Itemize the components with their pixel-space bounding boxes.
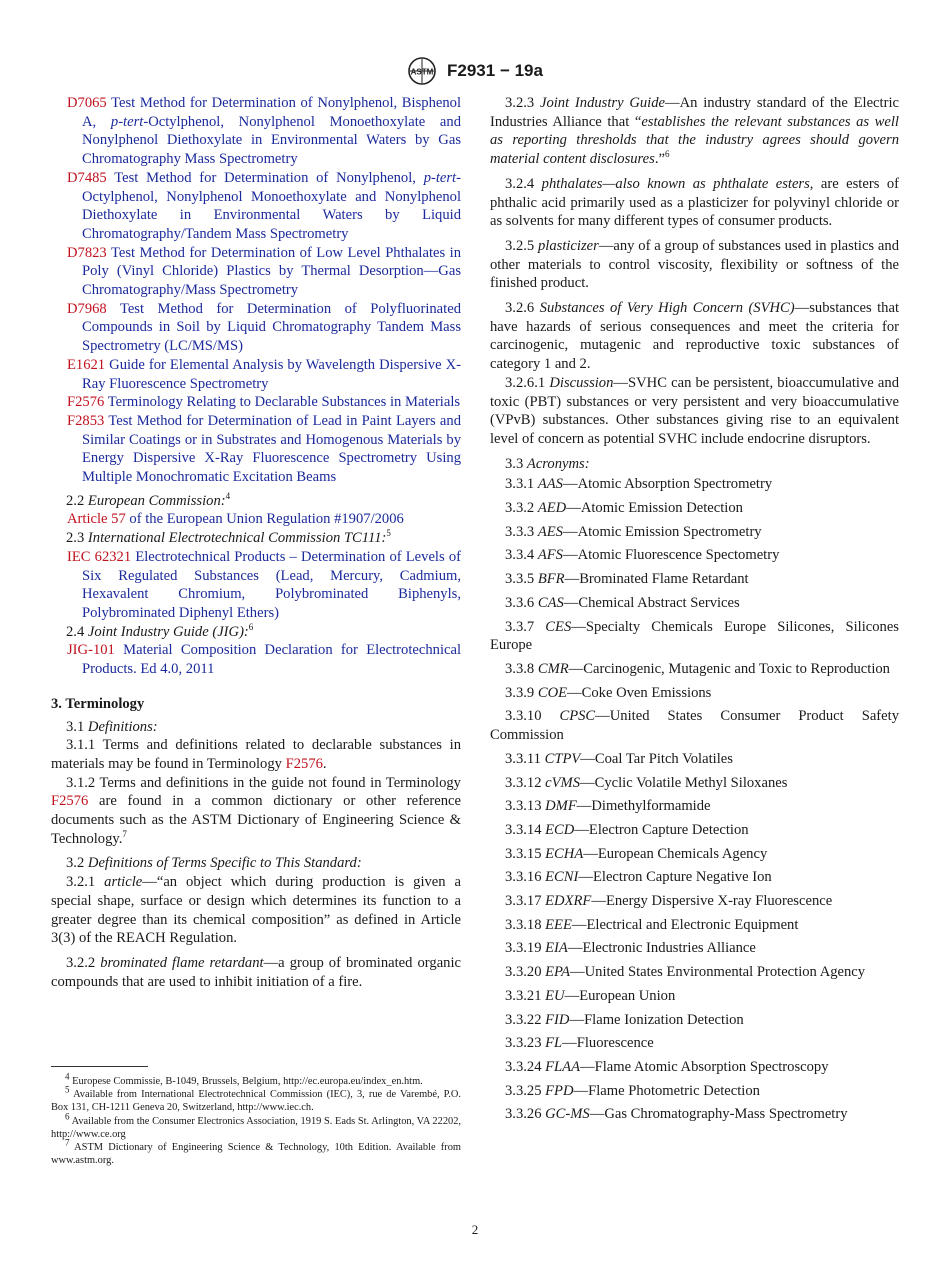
acronym-item: 3.3.13 DMF—Dimethylformamide <box>505 798 711 815</box>
section-3-2-4: 3.2.4 phthalates—also known as phthalate esters, are esters of phthalic acid primarily used as a plasticizer for polyvinyl chloride or as solvents for many different types of consumer products. <box>490 175 899 230</box>
acronym-item: 3.3.6 CAS—Chemical Abstract Services <box>505 594 740 611</box>
reference-item <box>51 169 461 244</box>
section-2-3: 2.3 International Electrotechnical Commission TC111:$^5$ <box>66 528 391 547</box>
acronym-item: 3.3.15 ECHA—European Chemicals Agency <box>505 845 768 862</box>
reference-title[interactable]: of the European Union Regulation #1907/2006 <box>129 511 404 528</box>
acronym-item: 3.3.3 AES—Atomic Emission Spectrometry <box>505 523 762 540</box>
section-3-2-6-1: 3.2.6.1 Discussion—SVHC can be persistent, bioaccumulative and toxic (PBT) substances or very persistent and very bioaccumulative (VPvB) substances. Other substances giving rise to an equivalent level of concern as potential SVHC include endocrine disruptors. <box>490 374 899 447</box>
terminology-link[interactable]: F2576 <box>51 793 89 810</box>
footnote: $^6$ Available from the Consumer Electronics Association, 1919 S. Eads St. Arlington, VA 22202, http://www.ce.org <box>51 1111 462 1140</box>
reference-title[interactable]: Test Method for Determination of Polyfluorinated Compounds in Soil by Liquid Chromatography Tandem Mass Spectrometry (LC/MS/MS) <box>82 300 461 355</box>
section-3-2-1: 3.2.1 article—“an object which during production is given a special shape, surface or design which determines its function to a greater degree than its chemical composition” as defined in Article 3(3) of the REACH Regulation. <box>51 874 461 947</box>
acronym-item: 3.3.18 EEE—Electrical and Electronic Equipment <box>505 916 799 933</box>
reference-code[interactable]: E1621 <box>67 356 106 373</box>
acronym-item: 3.3.4 AFS—Atomic Fluorescence Spectometry <box>505 547 780 564</box>
reference-title[interactable]: Test Method for Determination of Lead in Paint Layers and Similar Coatings or in Substrates and Homogenous Materials by Energy Dispersive X-Ray Fluorescence Spectrometry Using Multiple Monochromatic Excitation Beams <box>82 412 461 486</box>
acronym-item: 3.3.11 CTPV—Coal Tar Pitch Volatiles <box>505 750 733 767</box>
reference-title[interactable]: Test Method for Determination of Nonylphenol, Bisphenol A, p-tert-Octylphenol, Nonylphenol Monoethoxylate and Nonylphenol Diethoxylate in Environmental Waters by Gas Chromatography Mass Spectrometry <box>82 95 461 168</box>
section-3-3: 3.3 Acronyms: <box>505 455 590 472</box>
reference-title[interactable]: Electrotechnical Products – Determination of Levels of Six Regulated Substances (Lead, Mercury, Cadmium, Hexavalent Chromium, Polybrominated Biphenyls, Polybrominated Diphenyl Ethers) <box>82 548 461 621</box>
reference-code[interactable]: IEC 62321 <box>67 548 132 565</box>
reference-title[interactable]: Guide for Elemental Analysis by Wavelength Dispersive X-Ray Fluorescence Spectrometry <box>82 356 461 392</box>
acronym-item: 3.3.19 EIA—Electronic Industries Alliance <box>505 940 756 957</box>
acronym-item: 3.3.17 EDXRF—Energy Dispersive X-ray Fluorescence <box>505 893 833 910</box>
reference-item <box>51 356 461 393</box>
section-3-1: 3.1 Definitions: <box>66 718 158 735</box>
reference-code[interactable]: D7485 <box>67 169 107 186</box>
acronym-item: 3.3.12 cVMS—Cyclic Volatile Methyl Siloxanes <box>505 774 788 791</box>
acronym-item: 3.3.16 ECNI—Electron Capture Negative Ion <box>505 869 772 886</box>
page-header <box>0 56 950 86</box>
reference-item <box>51 510 461 529</box>
left-column <box>51 94 461 991</box>
astm-logo-text: ASTM <box>410 67 434 77</box>
acronym-item: 3.3.9 COE—Coke Oven Emissions <box>505 684 712 701</box>
astm-logo-icon <box>407 56 437 86</box>
reference-code[interactable]: Article 57 <box>67 511 126 528</box>
acronym-item: 3.3.20 EPA—United States Environmental Protection Agency <box>505 964 866 981</box>
acronym-item: 3.3.26 GC-MS—Gas Chromatography-Mass Spectrometry <box>505 1106 848 1123</box>
reference-code[interactable]: D7065 <box>67 95 107 111</box>
section-heading: 3. Terminology <box>51 695 145 712</box>
footnote: $^7$ ASTM Dictionary of Engineering Science & Technology, 10th Edition. Available from www.astm.org. <box>51 1137 462 1167</box>
footnote: $^5$ Available from International Electrotechnical Commission (IEC), 3, rue de Varembé, P.O. Box 131, CH-1211 Geneva 20, Switzerland, http://www.iec.ch. <box>51 1084 462 1114</box>
reference-code[interactable]: D7968 <box>67 300 107 317</box>
reference-item <box>51 393 461 412</box>
reference-item <box>51 300 461 356</box>
page-number: 2 <box>471 1222 479 1237</box>
footnote: $^4$ Europese Commissie, B-1049, Brussels, Belgium, http://ec.europa.eu/index_en.htm. <box>65 1071 423 1087</box>
acronym-item: 3.3.21 EU—European Union <box>505 987 676 1004</box>
reference-title[interactable]: Terminology Relating to Declarable Substances in Materials <box>107 394 461 411</box>
acronym-item: 3.3.23 FL—Fluorescence <box>505 1035 654 1052</box>
acronym-item: 3.3.2 AED—Atomic Emission Detection <box>505 500 743 517</box>
reference-code[interactable]: D7823 <box>67 244 107 261</box>
section-2-4: 2.4 Joint Industry Guide (JIG):$^6$ <box>66 621 254 640</box>
document-title: F2931 − 19a <box>447 61 543 80</box>
section-3-2-2: 3.2.2 brominated flame retardant—a group of brominated organic compounds that are used to inhibit initiation of a fire. <box>51 954 462 990</box>
section-3-1-1: 3.1.1 Terms and definitions related to declarable substances in materials may be found in Terminology F2576. <box>51 737 462 772</box>
section-3-2-5: 3.2.5 plasticizer—any of a group of substances used in plastics and other materials to control viscosity, flexibility or softness of the finished product. <box>490 237 899 292</box>
terminology-link[interactable]: F2576 <box>285 755 323 772</box>
section-3-2-6: 3.2.6 Substances of Very High Concern (SVHC)—substances that have hazards of serious consequences and meet the criteria for carcinogenic, mutagenic and reproductive toxic substances of category 1 and 2. <box>490 300 899 373</box>
acronym-item: 3.3.14 ECD—Electron Capture Detection <box>505 821 749 838</box>
section-3-2: 3.2 Definitions of Terms Specific to This Standard: <box>66 855 362 872</box>
reference-title[interactable]: Material Composition Declaration for Electrotechnical Products. Ed 4.0, 2011 <box>82 642 462 678</box>
reference-title[interactable]: Test Method for Determination of Nonylphenol, p-tert-Octylphenol, Nonylphenol Monoethoxylate and Nonylphenol Diethoxylate in Environmental Waters by Liquid Chromatography/Tandem Mass Spectrometry <box>82 169 461 242</box>
acronym-item: 3.3.1 AAS—Atomic Absorption Spectrometry <box>505 476 773 493</box>
footnotes <box>51 1066 461 1167</box>
reference-code[interactable]: JIG-101 <box>67 642 115 659</box>
reference-code[interactable]: F2576 <box>67 394 105 411</box>
reference-list <box>51 94 461 487</box>
reference-item <box>51 412 461 487</box>
acronym-item: 3.3.5 BFR—Brominated Flame Retardant <box>505 571 749 588</box>
reference-item <box>51 94 461 169</box>
acronym-list <box>490 475 899 1124</box>
reference-item <box>51 548 461 623</box>
reference-title[interactable]: Test Method for Determination of Low Level Phthalates in Poly (Vinyl Chloride) Plastics by Thermal Desorption—Gas Chromatography/Mass Spectrometry <box>82 244 462 299</box>
footnote-divider <box>51 1066 148 1067</box>
acronym-item: 3.3.24 FLAA—Flame Atomic Absorption Spectroscopy <box>505 1058 829 1075</box>
acronym-item: 3.3.8 CMR—Carcinogenic, Mutagenic and Toxic to Reproduction <box>505 660 890 677</box>
section-3-1-2: 3.1.2 Terms and definitions in the guide not found in Terminology F2576 are found in a common dictionary or other reference documents such as the ASTM Dictionary of Engineering Science & Technology.$^7$ <box>51 774 461 847</box>
acronym-item: 3.3.10 CPSC—United States Consumer Product Safety Commission <box>490 708 899 744</box>
reference-item <box>51 244 461 300</box>
acronym-item: 3.3.22 FID—Flame Ionization Detection <box>505 1011 744 1028</box>
section-3-2-3: 3.2.3 Joint Industry Guide—An industry standard of the Electric Industries Alliance that “establishes the relevant substances as well as reporting thresholds that the industry agrees should govern material content disclosures.”$^6$ <box>490 95 899 168</box>
right-column <box>490 94 899 1124</box>
section-2-2: 2.2 European Commission:$^4$ <box>66 490 231 509</box>
acronym-item: 3.3.25 FPD—Flame Photometric Detection <box>505 1082 760 1099</box>
acronym-item: 3.3.7 CES—Specialty Chemicals Europe Silicones, Silicones Europe <box>490 618 899 654</box>
reference-item <box>51 641 461 678</box>
reference-code[interactable]: F2853 <box>67 412 105 429</box>
